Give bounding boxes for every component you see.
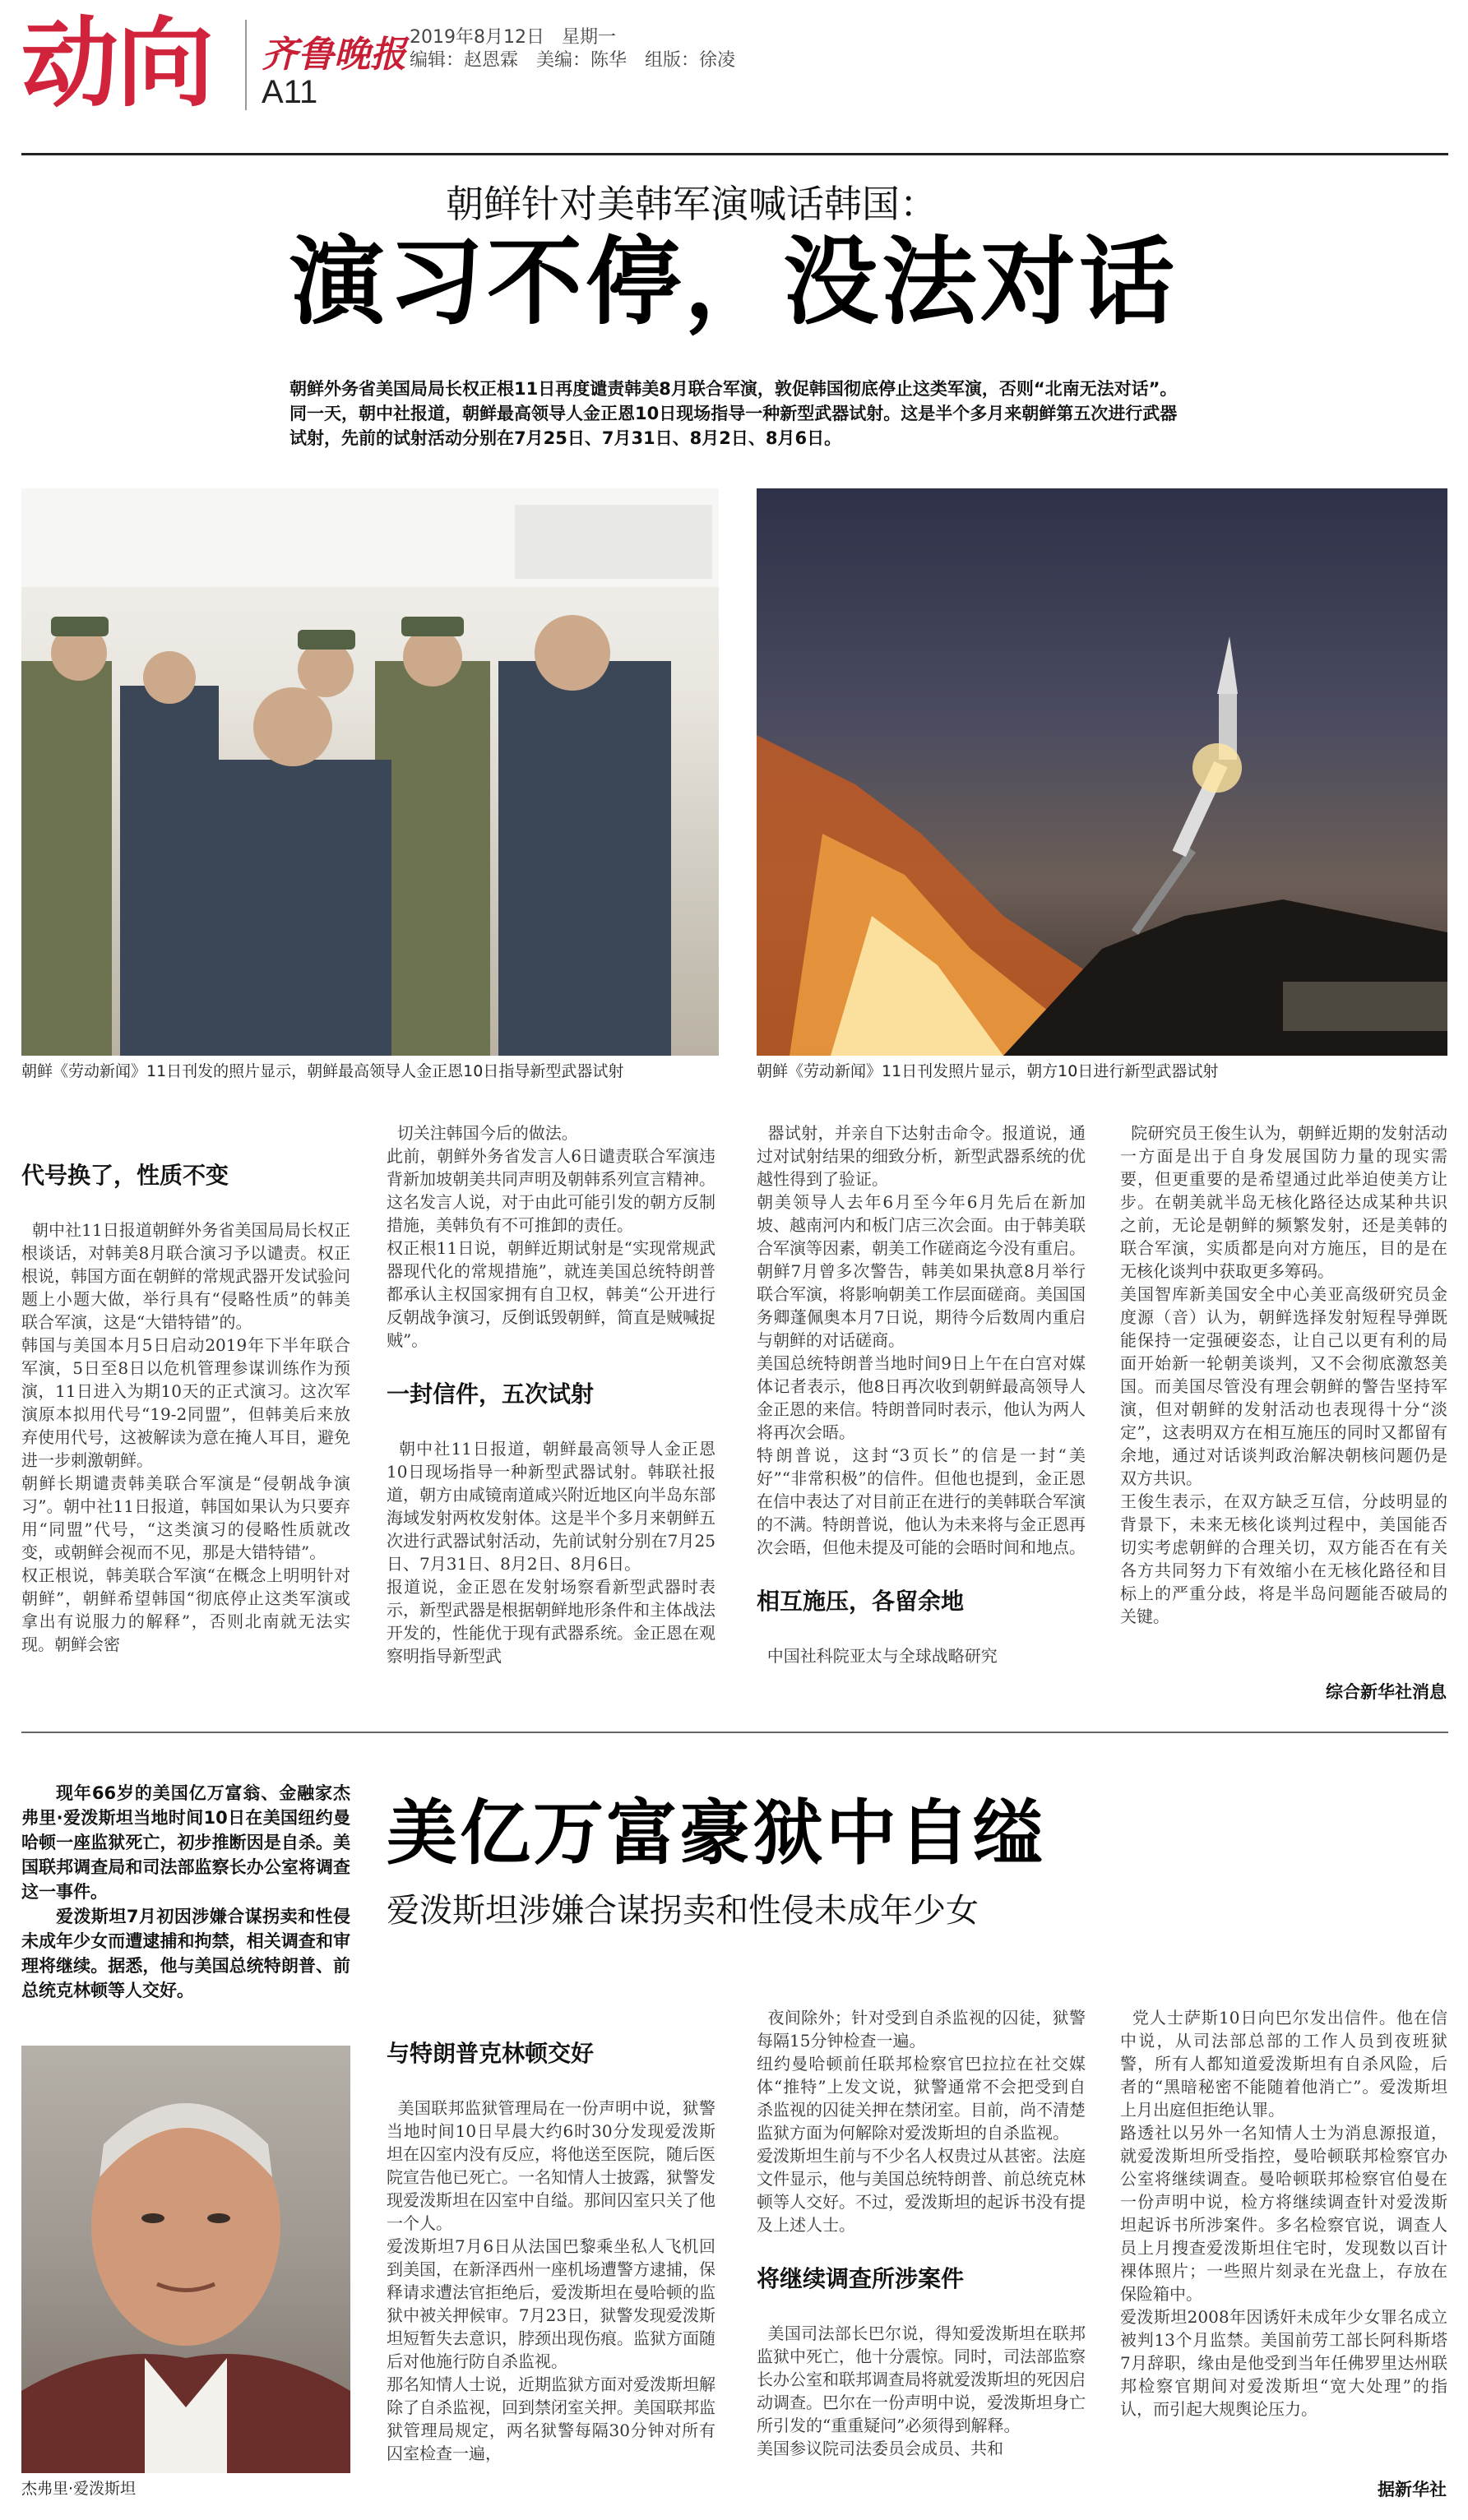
story2-intro-1: 现年66岁的美国亿万富翁、金融家杰弗里·爱泼斯坦当地时间10日在美国纽约曼哈顿一座监狱死亡，初步推断因是自杀。美国联邦调查局和司法部监察长办公室将调查这一事件。 [21, 1783, 350, 1902]
story2-column-1 [387, 1988, 715, 2465]
story1-lead: 朝鲜外务省美国局局长权正根11日再度谴责韩美8月联合军演，敦促韩国彻底停止这类军演，否则“北南无法对话”。同一天，朝中社报道，朝鲜最高领导人金正恩10日现场指导一种新型武器试射。这是半个多月来朝鲜第五次进行武器试射，先前的试射活动分别在7月25日、7月31日、8月2日、8月6日。 [289, 379, 1178, 448]
story1-column-3 [757, 1098, 1086, 1667]
date-text: 2019年8月12日 [410, 27, 544, 48]
leader-inspection-photo [21, 488, 719, 1056]
story1-column-1 [21, 1110, 350, 1656]
editor-line: 编辑：赵恩霖 美编：陈华 组版：徐凌 [410, 50, 736, 71]
story1-col2b-text: 朝中社11日报道，朝鲜最高领导人金正恩10日现场指导一种新型武器试射。韩联社报道，朝方由咸镜南道咸兴附近地区向半岛东部海域发射两枚发射体。这是半个多月来朝鲜五次进行武器试射活动，先前试射分别在7月25日、7月31日、8月2日、8月6日。 报道说，金正恩在发射场察看新型武器时表示，新型武器是根据朝鲜地形条件和主体战法开发的，性能优于现有武器系统。金正恩在观察明指导新型武 [387, 1439, 715, 1666]
photo1-caption: 朝鲜《劳动新闻》11日刊发的照片显示，朝鲜最高领导人金正恩10日指导新型武器试射 [21, 1062, 624, 1080]
masthead-divider [245, 20, 247, 110]
story2-intro [21, 1781, 350, 2003]
story2-column-3 [1120, 1983, 1447, 2421]
story2-column-2 [757, 1983, 1086, 2460]
story1-col1-text: 朝中社11日报道朝鲜外务省美国局局长权正根谈话，对韩美8月联合演习予以谴责。权正根说，韩国方面在朝鲜的常规武器开发试验问题上小题大做，举行具有“侵略性质”的韩美联合军演，这是“大错特错”的。 韩国与美国本月5日启动2019年下半年联合军演，5日至8日以危机管理参谋训练作为预演，11日进入为期10天的正式演习。这次军演原本拟用代号“19-2同盟”，但韩美后来放弃使用代号，这被解读为意在掩人耳目，避免进一步刺激朝鲜。 朝鲜长期谴责韩美联合军演是“侵朝战争演习”。朝中社11日报道，韩国如果认为只要弃用“同盟”代号，“这类演习的侵略性质就改变，或朝鲜会视而不见，那是大错特错”。 权正根说，韩美联合军演“在概念上明明针对朝鲜”，朝鲜希望韩国“彻底停止这类军演或拿出有说服力的解释”，否则北南就无法实现。朝鲜会密 [21, 1220, 351, 1654]
leader-inspection-illustration [21, 488, 719, 1056]
top-rule [21, 153, 1448, 155]
missile-launch-photo [757, 488, 1447, 1056]
photo2-caption: 朝鲜《劳动新闻》11日刊发照片显示，朝方10日进行新型武器试射 [757, 1062, 1219, 1080]
story2-subhead-2: 将继续调查所涉案件 [757, 2265, 965, 2292]
story2-subhead-1: 与特朗普克林顿交好 [387, 2040, 595, 2067]
story2-intro-2: 爱泼斯坦7月初因涉嫌合谋拐卖和性侵未成年少女而遭逮捕和拘禁，相关调查和审理将继续。据悉，他与美国总统特朗普、前总统克林顿等人交好。 [21, 1907, 350, 2000]
story2-headline: 美亿万富豪狱中自缢 [387, 1792, 1045, 1875]
story1-col2-text: 切关注韩国今后的做法。 此前，朝鲜外务省发言人6日谴责联合军演违背新加坡朝美共同声明及朝韩系列宣言精神。这名发言人说，对于由此可能引发的朝方反制措施，美韩负有不可推卸的责任。 权正根11日说，朝鲜近期试射是“实现常规武器现代化的常规措施”，就连美国总统特朗普都承认主权国家拥有自卫权，韩美“公开进行反朝战争演习，反倒诋毁朝鲜，简直是贼喊捉贼”。 [387, 1123, 715, 1350]
story1-column-2 [387, 1098, 715, 1667]
story1-kicker: 朝鲜针对美韩军演喊话韩国： [446, 182, 938, 226]
story1-headline: 演习不停，没法对话 [289, 227, 1178, 338]
story1-col3b-text: 中国社科院亚太与全球战略研究 [766, 1646, 998, 1666]
paper-logo: 齐鲁晚报 [262, 34, 406, 76]
story2-subhead: 爱泼斯坦涉嫌合谋拐卖和性侵未成年少女 [387, 1892, 979, 1930]
page-number: A11 [262, 74, 318, 110]
story1-credit: 综合新华社消息 [1326, 1682, 1447, 1702]
story1-subhead-1: 代号换了，性质不变 [21, 1162, 229, 1189]
story2-col2b-text: 美国司法部长巴尔说，得知爱泼斯坦在联邦监狱中死亡，他十分震惊。同时，司法部监察长办公室和联邦调查局将就爱泼斯坦的死因启动调查。巴尔在一份声明中说，爱泼斯坦身亡所引发的“重重疑问”必须得到解释。 美国参议院司法委员会成员、共和 [757, 2323, 1086, 2458]
story2-col1-text: 美国联邦监狱管理局在一份声明中说，狱警当地时间10日早晨大约6时30分发现爱泼斯坦在囚室内没有反应，将他送至医院，随后医院宣告他已死亡。一名知情人士披露，狱警发现爱泼斯坦在囚室中自缢。那间囚室只关了他一个人。 爱泼斯坦7月6日从法国巴黎乘坐私人飞机回到美国，在新泽西州一座机场遭警方逮捕，保释请求遭法官拒绝后，爱泼斯坦在曼哈顿的监狱中被关押候审。7月23日，狱警发现爱泼斯坦短暂失去意识，脖颈出现伤痕。监狱方面随后对他施行防自杀监视。 那名知情人士说，近期监狱方面对爱泼斯坦解除了自杀监视，回到禁闭室关押。美国联邦监狱管理局规定，两名狱警每隔30分钟对所有囚室检查一遍， [387, 2098, 716, 2463]
epstein-photo [21, 2046, 350, 2473]
story1-column-4 [1120, 1098, 1447, 1628]
story1-col3-text: 器试射，并亲自下达射击命令。报道说，通过对试射结果的细致分析，新型武器系统的优越性得到了验证。 朝美领导人去年6月至今年6月先后在新加坡、越南河内和板门店三次会面。由于韩美联合军演等因素，朝美工作磋商迄今没有重启。朝鲜7月曾多次警告，韩美如果执意8月举行联合军演，将影响朝美工作层面磋商。美国国务卿蓬佩奥本月7日说，期待今后数周内重启与朝鲜的对话磋商。 美国总统特朗普当地时间9日上午在白宫对媒体记者表示，他8日再次收到朝鲜最高领导人金正恩的来信。特朗普同时表示，他认为两人将再次会晤。 特朗普说，这封“3页长”的信是一封“美好”“非常积极”的信件。但他也提到，金正恩在信中表达了对目前正在进行的美韩联合军演的不满。特朗普说，他认为未来将与金正恩再次会晤，但他未提及可能的会晤时间和地点。 [757, 1123, 1086, 1557]
story1-subhead-2: 一封信件，五次试射 [387, 1380, 595, 1408]
middle-rule [21, 1732, 1448, 1733]
story2-col3-text: 党人士萨斯10日向巴尔发出信件。他在信中说，从司法部总部的工作人员到夜班狱警，所有人都知道爱泼斯坦有自杀风险，后者的“黑暗秘密不能随着他消亡”。爱泼斯坦上月出庭但拒绝认罪。 路透社以另外一名知情人士为消息源报道，就爱泼斯坦所受指控，曼哈顿联邦检察官办公室将继续调查。曼哈顿联邦检察官伯曼在一份声明中说，检方将继续调查针对爱泼斯坦起诉书所涉案件。多名检察官说，调查人员上月搜查爱泼斯坦住宅时，发现数以百计裸体照片；一些照片刻录在光盘上，存放在保险箱中。 爱泼斯坦2008年因诱奸未成年少女罪名成立被判13个月监禁。美国前劳工部长阿科斯塔7月辞职，缘由是他受到当年任佛罗里达州联邦检察官期间对爱泼斯坦“宽大处理”的指认，而引起大规舆论压力。 [1120, 2008, 1448, 2419]
story2-credit: 据新华社 [1378, 2480, 1447, 2499]
missile-launch-illustration [757, 488, 1447, 1056]
weekday-text: 星期一 [561, 27, 616, 48]
issue-date [410, 23, 616, 49]
story1-subhead-3: 相互施压，各留余地 [757, 1588, 965, 1615]
story1-col4-text: 院研究员王俊生认为，朝鲜近期的发射活动一方面是出于自身发展国防力量的现实需要，但更重要的是希望通过此举迫使美方让步。在朝美就半岛无核化路径达成某种共识之前，无论是朝鲜的频繁发射，还是美韩的联合军演，实质都是向对方施压，目的是在无核化谈判中获取更多筹码。 美国智库新美国安全中心美亚高级研究员金度源（音）认为，朝鲜选择发射短程导弹既能保持一定强硬姿态，让自己以更有利的局面开始新一轮朝美谈判，又不会彻底激怒美国。而美国尽管没有理会朝鲜的警告坚持军演，但对朝鲜的发射活动也表现得十分“淡定”，这表明双方在相互施压的同时又都留有余地，通过对话谈判政治解决朝核问题仍是双方共识。 王俊生表示，在双方缺乏互信，分歧明显的背景下，未来无核化谈判过程中，美国能否切实考虑朝鲜的合理关切，双方能否在有关各方共同努力下有效缩小在无核化路径和目标上的严重分歧，将是半岛问题能否破局的关键。 [1120, 1123, 1448, 1626]
portrait-illustration [21, 2046, 350, 2473]
section-title: 动向 [21, 7, 213, 120]
story2-col2-text: 夜间除外；针对受到自杀监视的囚徒，狱警每隔15分钟检查一遍。 纽约曼哈顿前任联邦检察官巴拉拉在社交媒体“推特”上发文说，狱警通常不会把受到自杀监视的囚徒关押在禁闭室。目前，尚不清楚监狱方面为何解除对爱泼斯坦的自杀监视。 爱泼斯坦生前与不少名人权贵过从甚密。法庭文件显示，他与美国总统特朗普、前总统克林顿等人交好。不过，爱泼斯坦的起诉书没有提及上述人士。 [757, 2008, 1086, 2235]
epstein-photo-caption: 杰弗里·爱泼斯坦 [21, 2480, 137, 2498]
